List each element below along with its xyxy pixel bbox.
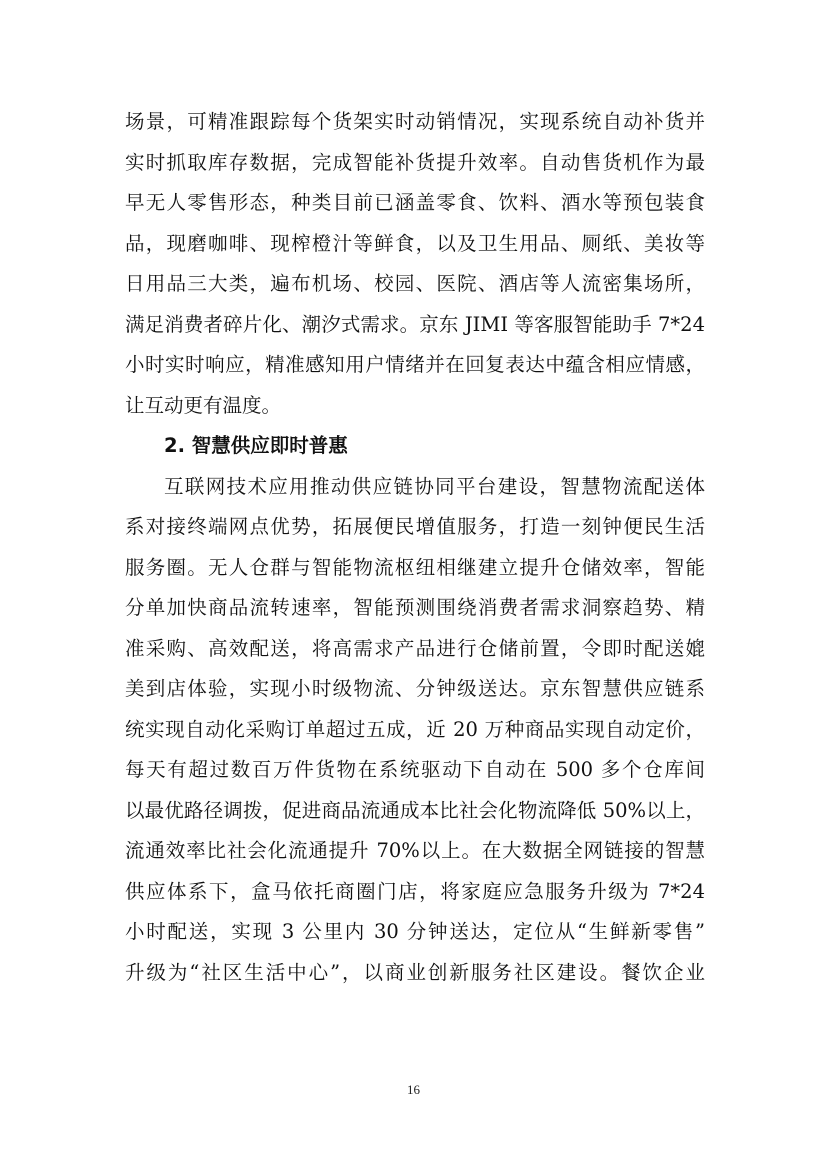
text-line: 早无人零售形态，种类目前已涵盖零食、饮料、酒水等预包装食	[125, 191, 705, 214]
text-line: 流通效率比社会化流通提升 70%以上。在大数据全网链接的智慧	[125, 839, 705, 862]
text-line: 每天有超过数百万件货物在系统驱动下自动在 500 多个仓库间	[125, 758, 705, 781]
text-line: 小时配送，实现 3 公里内 30 分钟送达，定位从“生鲜新零售”	[125, 920, 705, 943]
text-line: 升级为“社区生活中心”，以商业创新服务社区建设。餐饮企业	[125, 960, 705, 984]
page-number: 16	[407, 1082, 420, 1097]
text-line: 互联网技术应用推动供应链协同平台建设，智慧物流配送体	[164, 474, 705, 498]
text-line: 日用品三大类，遍布机场、校园、医院、酒店等人流密集场所，	[125, 272, 705, 295]
text-line: 服务圈。无人仓群与智能物流枢纽相继建立提升仓储效率，智能	[125, 555, 705, 579]
text-line: 让互动更有温度。	[125, 393, 282, 417]
text-line: 统实现自动化采购订单超过五成，近 20 万种商品实现自动定价，	[125, 717, 705, 741]
paragraph-1	[125, 102, 705, 426]
paragraph-2	[125, 467, 705, 994]
text-line: 小时实时响应，精准感知用户情绪并在回复表达中蕴含相应情感，	[125, 353, 705, 376]
text-line: 品，现磨咖啡、现榨橙汁等鲜食，以及卫生用品、厕纸、美妆等	[125, 231, 705, 255]
page-body	[125, 102, 705, 993]
text-line: 以最优路径调拨，促进商品流通成本比社会化物流降低 50%以上，	[125, 798, 705, 822]
text-line: 系对接终端网点优势，拓展便民增值服务，打造一刻钟便民生活	[125, 515, 705, 538]
text-line: 分单加快商品流转速率，智能预测围绕消费者需求洞察趋势、精	[125, 596, 705, 619]
text-line: 满足消费者碎片化、潮汐式需求。京东 JIMI 等客服智能助手 7*24	[125, 312, 705, 336]
text-line: 准采购、高效配送，将高需求产品进行仓储前置，令即时配送媲	[125, 636, 705, 660]
text-line: 美到店体验，实现小时级物流、分钟级送达。京东智慧供应链系	[125, 677, 705, 700]
text-line: 实时抓取库存数据，完成智能补货提升效率。自动售货机作为最	[125, 150, 705, 174]
section-heading: 2. 智慧供应即时普惠	[164, 434, 348, 457]
text-line: 场景，可精准跟踪每个货架实时动销情况，实现系统自动补货并	[125, 110, 705, 133]
text-line: 供应体系下，盒马依托商圈门店，将家庭应急服务升级为 7*24	[125, 879, 705, 903]
